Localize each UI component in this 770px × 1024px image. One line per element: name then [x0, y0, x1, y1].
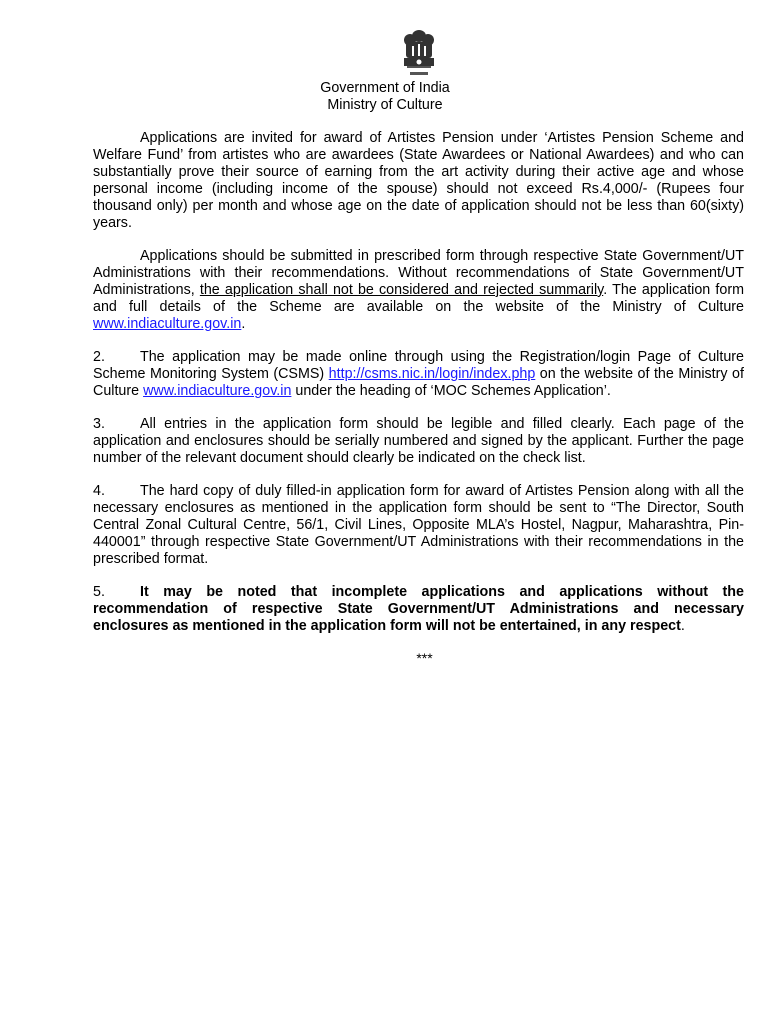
item-3-text: All entries in the application form should be legible and filled clearly. Each page of the application and enclosures should be serially numbered and signed by the applicant. Further the page number of the relevant document should clearly be indicated on the check list. [93, 416, 744, 466]
csms-login-link[interactable]: http://csms.nic.in/login/index.php [328, 365, 536, 382]
submission-text-b: . The application form and full details of the Scheme are available on the website of the Ministry of Culture [93, 281, 744, 315]
item-4-text: The hard copy of duly filled-in application form for award of Artistes Pension along with all the necessary enclosures as mentioned in the application form should be sent to “The Director, South Central Zonal Cultural Centre, 56/1, Civil Lines, Opposite MLA’s Hostel, Nagpur, Maharashtra, Pin-440001” through respective State Government/UT Administrations with their recommendations in the prescribed format. [93, 483, 744, 568]
item-2-text-a: The application may be made online through using the Registration/login Page of Culture Scheme Monitoring System (CSMS) [93, 348, 744, 382]
item-3 [93, 416, 744, 467]
emblem-motto-mark [410, 72, 428, 75]
item-5 [93, 584, 744, 635]
item-5-warning: It may be noted that incomplete applications and applications without the recommendation of respective State Government/UT Administrations and necessary enclosures as mentioned in the application form will not be entertained, in any respect [93, 584, 744, 635]
item-2-number: 2. [93, 348, 105, 365]
item-2-text-b: on the website of the Ministry of Culture [93, 365, 744, 399]
item-5-end: . [680, 618, 685, 635]
submission-text-a: Applications should be submitted in prescribed form through respective State Government/UT Administrations with their recommendations. Without recommendations of State Government/UT Administrations, [93, 247, 744, 298]
item-4-number: 4. [93, 483, 105, 500]
state-emblem-icon [398, 28, 440, 80]
end-stars: *** [416, 649, 433, 666]
item-4 [93, 483, 744, 568]
item-2-text-c: under the heading of ‘MOC Schemes Application’. [291, 382, 611, 399]
ministry-website-link-2[interactable]: www.indiaculture.gov.in [143, 382, 292, 399]
document-body [93, 130, 744, 667]
item-3-number: 3. [93, 416, 105, 433]
document-header [0, 80, 770, 114]
ministry-website-link[interactable]: www.indiaculture.gov.in [93, 315, 242, 332]
rejection-notice: the application shall not be considered and rejected summarily [199, 281, 604, 298]
submission-text-c: . [241, 315, 246, 332]
intro-paragraph: Applications are invited for award of Artistes Pension under ‘Artistes Pension Scheme and Welfare Fund’ from artistes who are awardees (State Awardees or National Awardees) and who can substantially prove their source of earning from the art activity during their active age and whose personal income (including income of the spouse) should not exceed Rs.4,000/- (Rupees four thousand only) per month and whose age on the date of application should not be less than 60(sixty) years. [93, 130, 744, 231]
item-2 [93, 349, 744, 400]
header-line-ministry: Ministry of Culture [327, 97, 443, 113]
item-5-number: 5. [93, 584, 105, 601]
header-line-government: Government of India [320, 80, 450, 96]
submission-paragraph [93, 248, 744, 333]
